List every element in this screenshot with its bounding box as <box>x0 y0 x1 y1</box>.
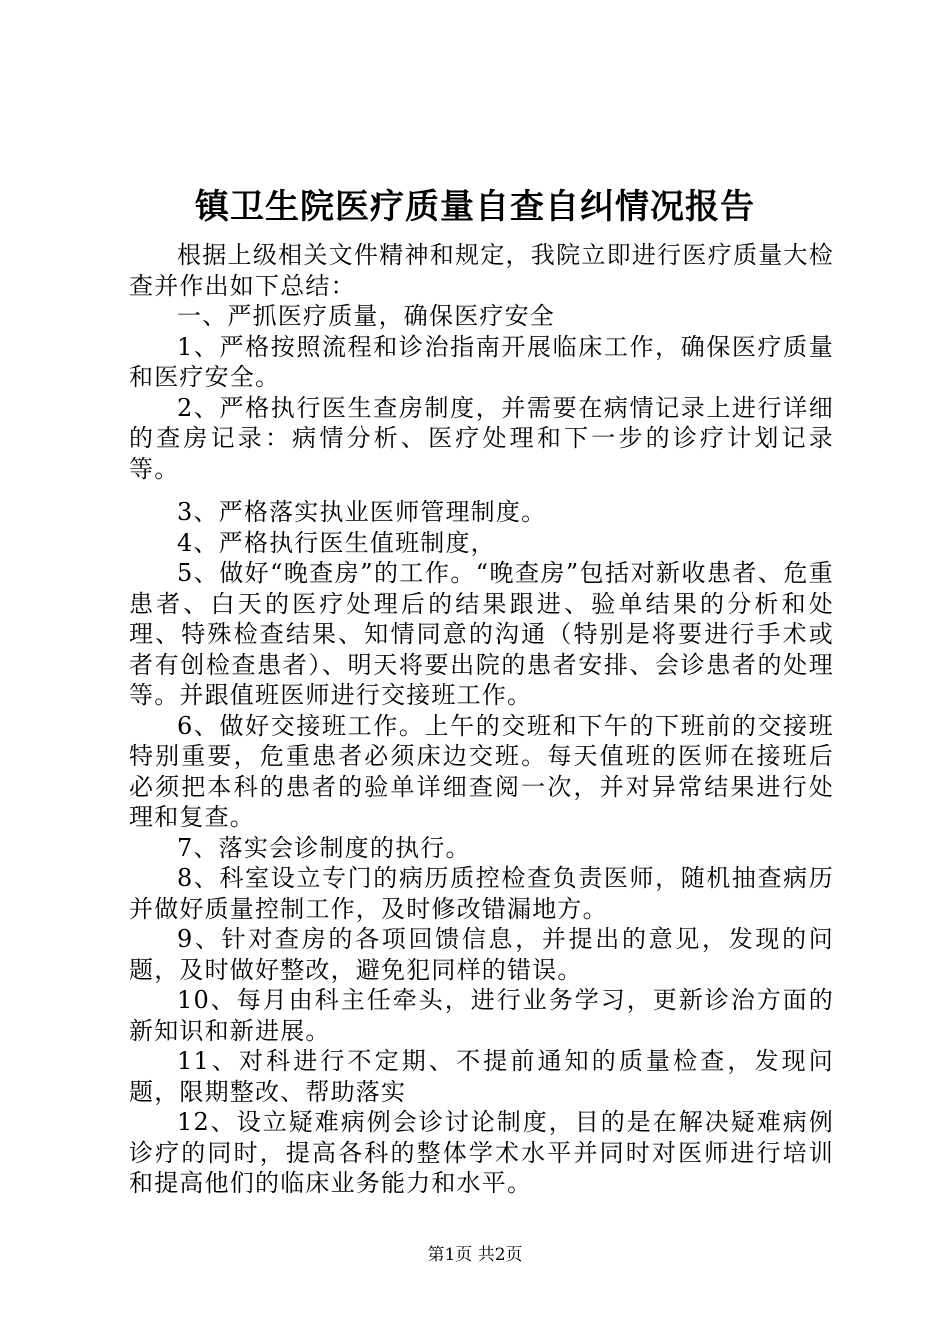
paragraph-item-8: 8、科室设立专门的病历质控检查负责医师，随机抽查病历并做好质量控制工作，及时修改错漏地方。 <box>129 864 834 923</box>
paragraph-item-7: 7、落实会诊制度的执行。 <box>177 833 471 862</box>
section-heading-1: 一、严抓医疗质量，确保医疗安全 <box>177 302 555 330</box>
document-body <box>129 240 834 1199</box>
paragraph-item-10: 10、每月由科主任牵头，进行业务学习，更新诊治方面的新知识和新进展。 <box>129 986 834 1045</box>
paragraph-item-1: 1、严格按照流程和诊治指南开展临床工作，确保医疗质量和医疗安全。 <box>129 332 834 391</box>
paragraph-item-9: 9、针对查房的各项回馈信息，并提出的意见，发现的问题，及时做好整改，避免犯同样的错误。 <box>129 925 834 984</box>
paragraph-item-4: 4、严格执行医生值班制度， <box>177 528 496 557</box>
paragraph-item-3: 3、严格落实执业医师管理制度。 <box>177 498 547 526</box>
paragraph-item-12: 12、设立疑难病例会诊讨论制度，目的是在解决疑难病例诊疗的同时，提高各科的整体学术水平并同时对医师进行培训和提高他们的临床业务能力和水平。 <box>129 1108 834 1197</box>
paragraph-item-5: 5、做好“晚查房”的工作。“晚查房”包括对新收患者、危重患者、白天的医疗处理后的结果跟进、验单结果的分析和处理、特殊检查结果、知情同意的沟通（特别是将要进行手术或者有创检查患者）、明天将要出院的患者安排、会诊患者的处理等。并跟值班医师进行交接班工作。 <box>129 559 834 709</box>
paragraph-item-2: 2、严格执行医生查房制度，并需要在病情记录上进行详细的查房记录：病情分析、医疗处理和下一步的诊疗计划记录等。 <box>129 393 834 483</box>
document-title: 镇卫生院医疗质量自查自纠情况报告 <box>195 187 755 227</box>
paragraph-item-11: 11、对科进行不定期、不提前通知的质量检查，发现问题，限期整改、帮助落实 <box>129 1047 834 1106</box>
paragraph-intro: 根据上级相关文件精神和规定，我院立即进行医疗质量大检查并作出如下总结： <box>129 241 834 300</box>
paragraph-item-6: 6、做好交接班工作。上午的交班和下午的下班前的交接班特别重要，危重患者必须床边交班。每天值班的医师在接班后必须把本科的患者的验单详细查阅一次，并对异常结果进行处理和复查。 <box>129 711 834 831</box>
page-number-footer: 第1页 共2页 <box>427 1245 523 1265</box>
